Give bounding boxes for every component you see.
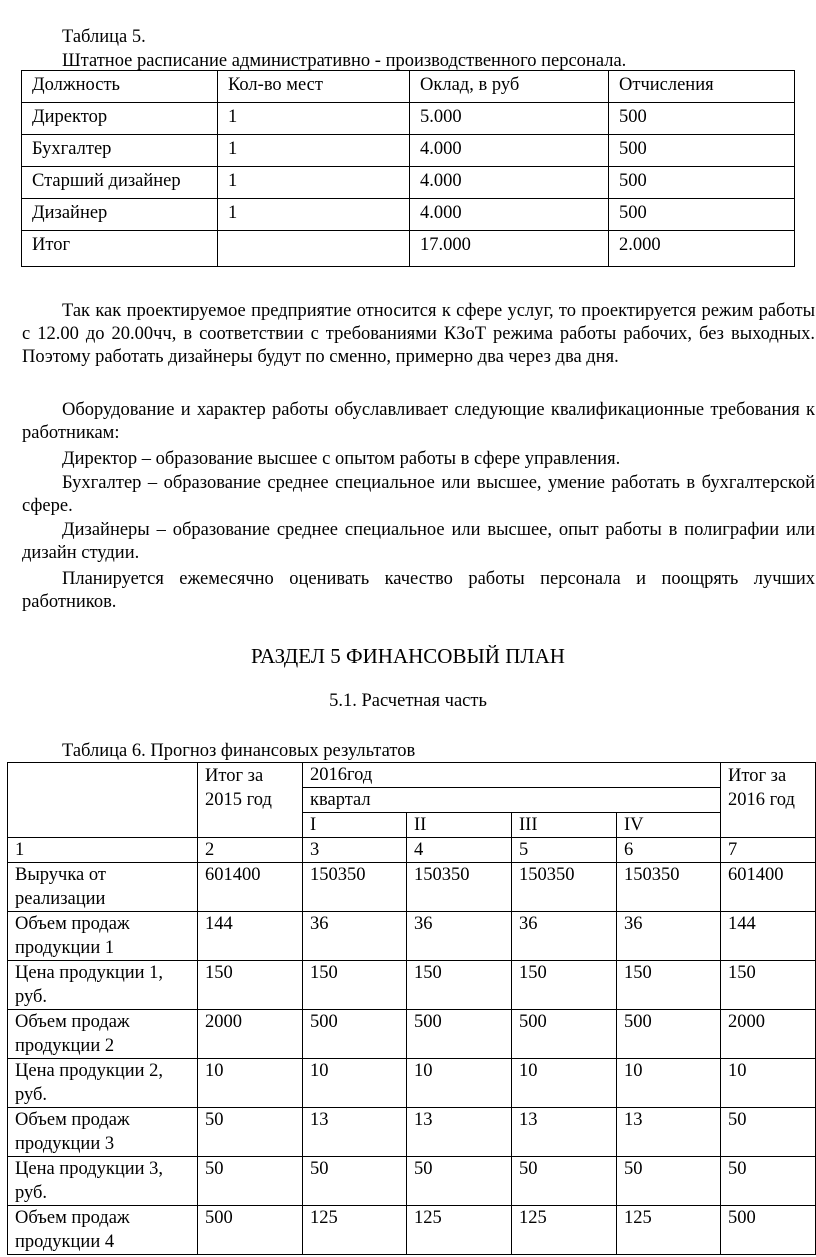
table-cell: 10 [617,1059,721,1108]
table-cell: 601400 [198,863,303,912]
table-cell: 10 [407,1059,512,1108]
table-cell: 125 [512,1206,617,1255]
table-cell: 150350 [617,863,721,912]
row-label: Объем продаж продукции 3 [8,1108,198,1157]
table-row [8,1157,816,1206]
column-number: 4 [407,838,512,863]
table-cell: 4.000 [410,135,609,167]
header-cell: Оклад, в руб [410,71,609,103]
table-cell: 2.000 [609,231,795,267]
table-header-row [8,763,816,788]
header-quarter-1: I [303,813,407,838]
table-cell: 1 [218,135,410,167]
table-cell: 36 [617,912,721,961]
header-total-2015: Итог за 2015 год [198,763,303,838]
header-cell: Отчисления [609,71,795,103]
table-cell: 1 [218,167,410,199]
table-row [22,135,795,167]
table-cell: 125 [303,1206,407,1255]
table-row [8,961,816,1010]
table-cell: 150 [721,961,816,1010]
table-row [22,199,795,231]
table-cell: 500 [609,167,795,199]
table-row [8,1010,816,1059]
column-number: 6 [617,838,721,863]
table-row [8,863,816,912]
table-cell: 500 [721,1206,816,1255]
header-cell: Должность [22,71,218,103]
header-year-2016: 2016год [303,763,721,788]
table-cell: Директор [22,103,218,135]
table-cell: 1 [218,199,410,231]
row-label: Объем продаж продукции 2 [8,1010,198,1059]
table-cell: 150 [303,961,407,1010]
table-cell: 2000 [198,1010,303,1059]
table-row [22,103,795,135]
column-number: 2 [198,838,303,863]
column-number: 1 [8,838,198,863]
row-label: Цена продукции 2, руб. [8,1059,198,1108]
column-number: 3 [303,838,407,863]
paragraph-designers: Дизайнеры – образование среднее специальное или высшее, опыт работы в полиграфии или дизайн студии. [22,520,815,563]
table-total-row [22,231,795,267]
table-cell: 13 [512,1108,617,1157]
header-quarter-2: II [407,813,512,838]
table-cell: Итог [22,231,218,267]
table-cell: 13 [407,1108,512,1157]
table-cell: 500 [609,135,795,167]
row-label: Объем продаж продукции 1 [8,912,198,961]
table-cell: 13 [617,1108,721,1157]
table-cell: 5.000 [410,103,609,135]
table-cell: 50 [198,1157,303,1206]
table-header-row [22,71,795,103]
table-cell: 10 [198,1059,303,1108]
table-cell: 500 [609,199,795,231]
table-cell: 4.000 [410,167,609,199]
header-quarter-4: IV [617,813,721,838]
table-cell: 50 [721,1108,816,1157]
table5-caption: Таблица 5. [62,27,146,47]
table-cell: 500 [609,103,795,135]
table-cell: 150350 [512,863,617,912]
header-empty-cell [8,763,198,838]
table5-title: Штатное расписание административно - производственного персонала. [62,51,627,71]
table-cell: 150 [512,961,617,1010]
table-cell: 500 [303,1010,407,1059]
table-cell: 150 [407,961,512,1010]
row-label: Объем продаж продукции 4 [8,1206,198,1255]
table-cell: 150350 [407,863,512,912]
table-cell: 150 [617,961,721,1010]
table-numbering-row [8,838,816,863]
header-quarter-3: III [512,813,617,838]
row-label: Выручка от реализации [8,863,198,912]
table-cell: 500 [407,1010,512,1059]
table-cell: 13 [303,1108,407,1157]
table-cell: 36 [407,912,512,961]
table-row [8,1108,816,1157]
table-cell: 50 [198,1108,303,1157]
table-cell: 150 [198,961,303,1010]
paragraph-work-schedule: Так как проектируемое предприятие относится к сфере услуг, то проектируется режим работы с 12.00 до 20.00чч, в соответствии с требованиями КЗоТ режима работы рабочих, без выходных. Поэтому работать дизайнеры будут по сменно, примерно два через два дня. [22,301,815,367]
table-cell: 50 [512,1157,617,1206]
subsection-title: 5.1. Расчетная часть [329,691,487,711]
table-row [8,1206,816,1255]
column-number: 7 [721,838,816,863]
paragraph-accountant: Бухгалтер – образование среднее специальное или высшее, умение работать в бухгалтерской сфере. [22,473,815,516]
table-cell: 150350 [303,863,407,912]
table-cell: 17.000 [410,231,609,267]
table-cell: 36 [303,912,407,961]
table-cell: Дизайнер [22,199,218,231]
table-cell: 144 [198,912,303,961]
header-cell: Кол-во мест [218,71,410,103]
table-cell: 500 [617,1010,721,1059]
row-label: Цена продукции 3, руб. [8,1157,198,1206]
column-number: 5 [512,838,617,863]
paragraph-director: Директор – образование высшее с опытом работы в сфере управления. [62,449,621,469]
table-cell: 144 [721,912,816,961]
paragraph-evaluation: Планируется ежемесячно оценивать качество работы персонала и поощрять лучших работников. [22,569,815,612]
table-cell: 36 [512,912,617,961]
table-cell: 50 [721,1157,816,1206]
header-quarter: квартал [303,788,721,813]
table-cell: 4.000 [410,199,609,231]
table-row [22,167,795,199]
table-cell: Бухгалтер [22,135,218,167]
table-row [8,1059,816,1108]
table-cell: 50 [617,1157,721,1206]
table-cell: 50 [407,1157,512,1206]
table-cell: 125 [407,1206,512,1255]
table-cell: Старший дизайнер [22,167,218,199]
table-cell: 601400 [721,863,816,912]
row-label: Цена продукции 1, руб. [8,961,198,1010]
table-cell [218,231,410,267]
table-cell: 500 [198,1206,303,1255]
financial-forecast-table [7,762,816,1255]
table6-caption: Таблица 6. Прогноз финансовых результатов [62,741,416,761]
section-title: РАЗДЕЛ 5 ФИНАНСОВЫЙ ПЛАН [251,644,565,668]
table-cell: 10 [512,1059,617,1108]
table-cell: 50 [303,1157,407,1206]
table-cell: 1 [218,103,410,135]
staff-table [21,70,795,267]
table-cell: 2000 [721,1010,816,1059]
table-cell: 125 [617,1206,721,1255]
paragraph-qualification: Оборудование и характер работы обуславливает следующие квалификационные требования к работникам: [22,400,815,443]
header-total-2016: Итог за 2016 год [721,763,816,838]
table-cell: 10 [721,1059,816,1108]
table-cell: 500 [512,1010,617,1059]
table-cell: 10 [303,1059,407,1108]
table-row [8,912,816,961]
